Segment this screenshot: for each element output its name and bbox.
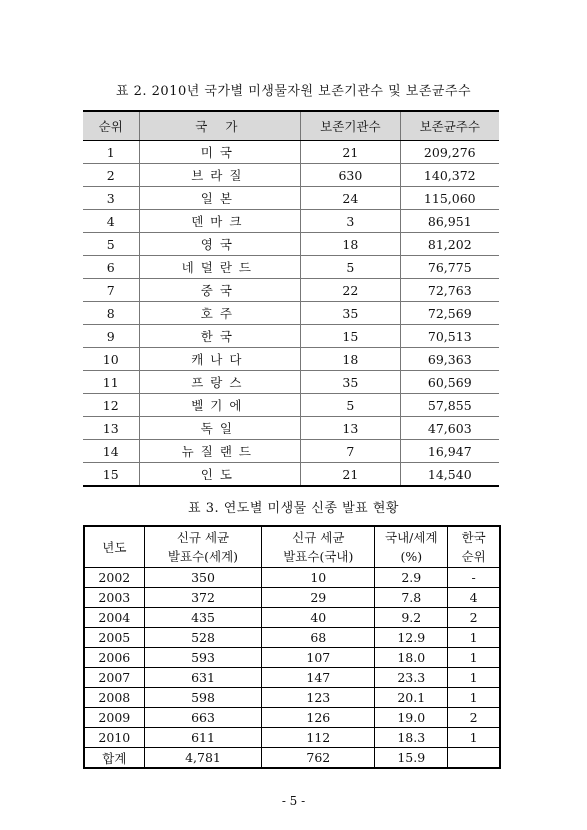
institutions-cell: 15 xyxy=(301,325,400,348)
world-count-cell: 598 xyxy=(144,688,262,708)
year-cell: 2003 xyxy=(84,588,144,608)
institutions-cell: 7 xyxy=(301,440,400,463)
table-row xyxy=(83,164,499,187)
institutions-cell: 18 xyxy=(301,348,400,371)
country-cell: 프랑스 xyxy=(139,371,301,394)
country-cell: 브라질 xyxy=(139,164,301,187)
table-row xyxy=(84,568,500,588)
korea-rank-cell xyxy=(448,748,500,769)
strains-cell: 86,951 xyxy=(400,210,499,233)
institutions-cell: 18 xyxy=(301,233,400,256)
table-row xyxy=(83,233,499,256)
institutions-cell: 21 xyxy=(301,463,400,487)
table-header-row xyxy=(84,526,500,568)
rank-cell: 2 xyxy=(83,164,139,187)
ratio-cell: 18.0 xyxy=(375,648,448,668)
table-row xyxy=(84,668,500,688)
year-cell: 2006 xyxy=(84,648,144,668)
ratio-cell: 19.0 xyxy=(375,708,448,728)
table-row xyxy=(84,688,500,708)
table-row xyxy=(83,371,499,394)
world-count-cell: 528 xyxy=(144,628,262,648)
ratio-cell: 18.3 xyxy=(375,728,448,748)
korea-rank-cell: 2 xyxy=(448,708,500,728)
rank-cell: 6 xyxy=(83,256,139,279)
rank-cell: 7 xyxy=(83,279,139,302)
table-row xyxy=(83,279,499,302)
table-row xyxy=(83,325,499,348)
table-row xyxy=(84,628,500,648)
strains-cell: 14,540 xyxy=(400,463,499,487)
new-species-table xyxy=(83,525,501,769)
table3-caption: 표 3. 연도별 미생물 신종 발표 현황 xyxy=(188,501,399,516)
header-strains: 보존균주수 xyxy=(400,111,499,141)
domestic-count-cell: 123 xyxy=(262,688,375,708)
table-row xyxy=(83,417,499,440)
domestic-count-cell: 762 xyxy=(262,748,375,769)
country-cell: 인도 xyxy=(139,463,301,487)
strains-cell: 16,947 xyxy=(400,440,499,463)
institutions-cell: 35 xyxy=(301,371,400,394)
institutions-cell: 630 xyxy=(301,164,400,187)
world-count-cell: 663 xyxy=(144,708,262,728)
institutions-cell: 13 xyxy=(301,417,400,440)
country-cell: 네덜란드 xyxy=(139,256,301,279)
strains-cell: 72,763 xyxy=(400,279,499,302)
ratio-cell: 7.8 xyxy=(375,588,448,608)
world-count-cell: 435 xyxy=(144,608,262,628)
world-count-cell: 611 xyxy=(144,728,262,748)
strains-cell: 209,276 xyxy=(400,141,499,164)
rank-cell: 15 xyxy=(102,466,119,482)
rank-cell: 14 xyxy=(83,440,139,463)
strains-cell: 57,855 xyxy=(400,394,499,417)
ratio-cell: 12.9 xyxy=(375,628,448,648)
strains-cell: 140,372 xyxy=(400,164,499,187)
domestic-count-cell: 126 xyxy=(262,708,375,728)
rank-cell: 13 xyxy=(83,417,139,440)
rank-cell: 9 xyxy=(83,325,139,348)
strains-cell: 76,775 xyxy=(400,256,499,279)
strains-cell: 81,202 xyxy=(400,233,499,256)
world-count-cell: 372 xyxy=(144,588,262,608)
country-cell: 영국 xyxy=(139,233,301,256)
domestic-count-cell: 112 xyxy=(262,728,375,748)
table-header-row xyxy=(83,111,499,141)
institutions-cell: 5 xyxy=(301,394,400,417)
year-cell: 2009 xyxy=(84,708,144,728)
year-cell: 2004 xyxy=(84,608,144,628)
year-cell: 2008 xyxy=(84,688,144,708)
institutions-cell: 24 xyxy=(301,187,400,210)
korea-rank-cell: 1 xyxy=(448,728,500,748)
rank-cell: 1 xyxy=(83,141,139,164)
institutions-cell: 3 xyxy=(301,210,400,233)
country-cell: 뉴질랜드 xyxy=(139,440,301,463)
korea-rank-cell: 1 xyxy=(448,628,500,648)
table-row xyxy=(83,348,499,371)
table-row xyxy=(83,440,499,463)
rank-cell: 8 xyxy=(83,302,139,325)
ratio-cell: 15.9 xyxy=(375,748,448,769)
domestic-count-cell: 29 xyxy=(262,588,375,608)
ratio-cell: 23.3 xyxy=(375,668,448,688)
year-cell: 2002 xyxy=(84,568,144,588)
rank-cell: 10 xyxy=(83,348,139,371)
korea-rank-cell: 2 xyxy=(448,608,500,628)
table-row xyxy=(83,210,499,233)
ratio-cell: 2.9 xyxy=(375,568,448,588)
ratio-cell: 9.2 xyxy=(375,608,448,628)
domestic-count-cell: 68 xyxy=(262,628,375,648)
new-species-table-body xyxy=(84,568,500,769)
institutions-cell: 35 xyxy=(301,302,400,325)
table-row xyxy=(83,302,499,325)
table-row xyxy=(84,708,500,728)
header-korea-rank: 한국 순위 xyxy=(448,526,500,568)
korea-rank-cell: 4 xyxy=(448,588,500,608)
year-cell: 2010 xyxy=(84,728,144,748)
country-cell: 벨기에 xyxy=(139,394,301,417)
domestic-count-cell: 147 xyxy=(262,668,375,688)
rank-cell: 12 xyxy=(83,394,139,417)
table-row xyxy=(83,141,499,164)
country-strain-table xyxy=(83,110,499,487)
institutions-cell: 5 xyxy=(301,256,400,279)
ratio-cell: 20.1 xyxy=(375,688,448,708)
year-cell: 합계 xyxy=(84,748,144,769)
year-cell: 2007 xyxy=(84,668,144,688)
country-cell: 독일 xyxy=(139,417,301,440)
strains-cell: 72,569 xyxy=(400,302,499,325)
table-row xyxy=(83,463,499,487)
korea-rank-cell: 1 xyxy=(448,688,500,708)
table-row xyxy=(84,748,500,769)
header-country: 국 가 xyxy=(139,111,301,141)
country-cell: 한국 xyxy=(139,325,301,348)
table-row xyxy=(84,588,500,608)
country-cell: 호주 xyxy=(139,302,301,325)
strains-cell: 115,060 xyxy=(400,187,499,210)
country-strain-table-body xyxy=(83,141,499,487)
strains-cell: 70,513 xyxy=(400,325,499,348)
domestic-count-cell: 10 xyxy=(262,568,375,588)
table-row xyxy=(84,728,500,748)
header-institutions: 보존기관수 xyxy=(301,111,400,141)
korea-rank-cell: 1 xyxy=(448,668,500,688)
domestic-count-cell: 107 xyxy=(262,648,375,668)
institutions-cell: 21 xyxy=(301,141,400,164)
strains-cell: 60,569 xyxy=(400,371,499,394)
world-count-cell: 631 xyxy=(144,668,262,688)
page-number: - 5 - xyxy=(281,794,306,808)
strains-cell: 69,363 xyxy=(400,348,499,371)
table-row xyxy=(84,648,500,668)
table-row xyxy=(83,256,499,279)
header-world-count: 신규 세균 발표수(세계) xyxy=(144,526,262,568)
world-count-cell: 350 xyxy=(144,568,262,588)
table2-caption: 표 2. 2010년 국가별 미생물자원 보존기관수 및 보존균주수 xyxy=(115,84,472,99)
korea-rank-cell: 1 xyxy=(448,648,500,668)
header-year: 년도 xyxy=(84,526,144,568)
header-domestic-count: 신규 세균 발표수(국내) xyxy=(262,526,375,568)
table-row xyxy=(83,394,499,417)
korea-rank-cell: - xyxy=(448,568,500,588)
country-cell: 덴마크 xyxy=(139,210,301,233)
rank-cell: 5 xyxy=(83,233,139,256)
country-cell: 캐나다 xyxy=(139,348,301,371)
header-rank: 순위 xyxy=(83,111,139,141)
rank-cell: 11 xyxy=(83,371,139,394)
table-row xyxy=(83,187,499,210)
country-cell: 일본 xyxy=(139,187,301,210)
country-cell: 중국 xyxy=(139,279,301,302)
year-cell: 2005 xyxy=(84,628,144,648)
strains-cell: 47,603 xyxy=(400,417,499,440)
table-row xyxy=(84,608,500,628)
rank-cell: 4 xyxy=(83,210,139,233)
rank-cell: 3 xyxy=(83,187,139,210)
country-cell: 미국 xyxy=(139,141,301,164)
world-count-cell: 593 xyxy=(144,648,262,668)
institutions-cell: 22 xyxy=(301,279,400,302)
header-ratio: 국내/세계 (%) xyxy=(375,526,448,568)
domestic-count-cell: 40 xyxy=(262,608,375,628)
world-count-cell: 4,781 xyxy=(144,748,262,769)
